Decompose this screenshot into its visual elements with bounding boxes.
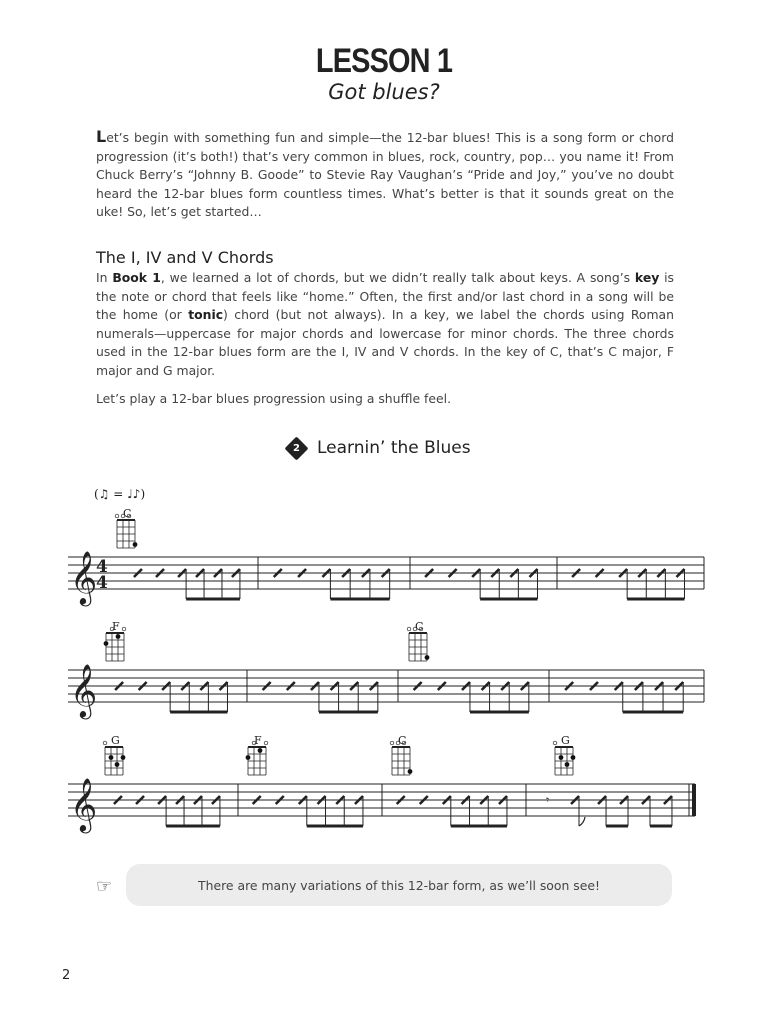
open-string-marker: [110, 627, 114, 631]
treble-clef-icon: 𝄞: [70, 777, 98, 831]
book-ref: Book 1: [112, 270, 161, 285]
pointing-hand-icon: ☞: [96, 876, 113, 897]
chord-name: C: [123, 507, 132, 520]
section-text-1: In: [96, 270, 113, 285]
time-signature-bottom: 4: [96, 573, 108, 593]
finger-dot: [559, 755, 564, 760]
open-string-marker: [121, 514, 125, 518]
open-string-marker: [264, 741, 268, 745]
finger-dot: [571, 755, 576, 760]
section-text-2: , we learned a lot of chords, but we didn’t really talk about keys. A song’s: [160, 270, 635, 285]
page-number: 2: [62, 968, 71, 983]
finger-dot: [258, 748, 263, 753]
key-term: key: [634, 270, 660, 285]
finger-dot: [565, 762, 570, 767]
treble-clef-icon: 𝄞: [70, 550, 98, 604]
finger-dot: [116, 634, 121, 639]
eighth-rest: 𝄾: [545, 793, 550, 807]
tip-box: [126, 864, 672, 906]
open-string-marker: [122, 627, 126, 631]
chord-name: F: [254, 734, 262, 747]
finger-dot: [104, 641, 109, 646]
open-string-marker: [115, 514, 119, 518]
shuffle-instruction: Let’s play a 12-bar blues progression using a shuffle feel.: [96, 391, 452, 406]
shuffle-tempo-mark: (♫ = ♩♪): [94, 487, 146, 501]
intro-text: et’s begin with something fun and simple—the 12-bar blues! This is a song form or chord progression (it’s both!) that’s very common in blues, rock, country, pop… you name it! From Chuck Berry’s “Johnny B. Goode” to Stevie Ray Vaughan’s “Pride and Joy,” you’ve no doubt heard the 12-bar blues form countless times. What’s better is that it sounds great on the uke! So, let’s get started…: [96, 130, 674, 219]
finger-dot: [425, 655, 430, 660]
open-string-marker: [127, 514, 131, 518]
section-text-3: is the note or chord that feels like “home.” Often, the first and/or last chord in a song will be the home (or: [96, 270, 674, 322]
finger-dot: [408, 769, 413, 774]
open-string-marker: [419, 627, 423, 631]
song-title: Learnin’ the Blues: [317, 438, 471, 458]
section-text-4: ) chord (but not always). In a key, we label the chords using Roman numerals—uppercase for major chords and lowercase for minor chords. The three chords used in the 12-bar blues form are the I, IV and V chords. In the key of C, that’s C major, F major and G major.: [96, 307, 674, 378]
chord-name: C: [398, 734, 407, 747]
finger-dot: [133, 542, 138, 547]
open-string-marker: [390, 741, 394, 745]
section-heading: The I, IV and V Chords: [96, 248, 274, 267]
lesson-subtitle: Got blues?: [328, 80, 440, 104]
finger-dot: [246, 755, 251, 760]
open-string-marker: [103, 741, 107, 745]
chord-name: C: [415, 620, 424, 633]
finger-dot: [109, 755, 114, 760]
note-flag: [579, 817, 585, 826]
open-string-marker: [553, 741, 557, 745]
open-string-marker: [402, 741, 406, 745]
open-string-marker: [396, 741, 400, 745]
time-signature-top: 4: [96, 557, 108, 577]
chord-name: G: [561, 734, 570, 747]
tonic-term: tonic: [188, 307, 224, 322]
open-string-marker: [413, 627, 417, 631]
open-string-marker: [407, 627, 411, 631]
lesson-title: LESSON 1: [315, 42, 453, 80]
tip-text: There are many variations of this 12-bar form, as we’ll soon see!: [198, 877, 600, 893]
treble-clef-icon: 𝄞: [70, 663, 98, 717]
track-number: 2: [293, 442, 300, 454]
chord-name: G: [111, 734, 120, 747]
finger-dot: [121, 755, 126, 760]
drop-cap: L: [96, 127, 107, 146]
finger-dot: [115, 762, 120, 767]
open-string-marker: [252, 741, 256, 745]
chord-name: F: [112, 620, 120, 633]
